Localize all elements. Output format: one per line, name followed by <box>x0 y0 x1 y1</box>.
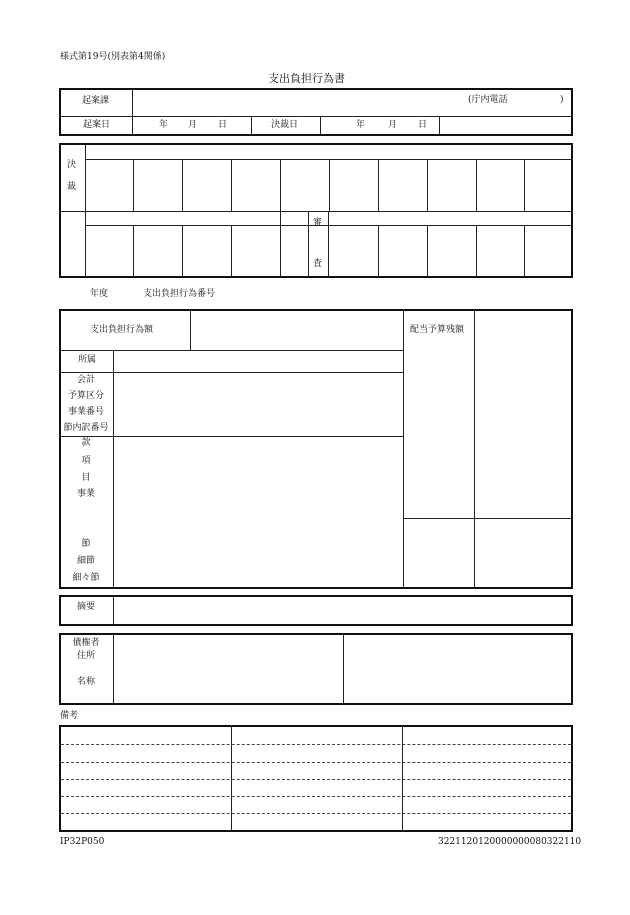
jigyou-label: 事業 <box>76 489 95 499</box>
remarks-table <box>59 725 573 832</box>
draft-date-label: 起案日 <box>83 120 111 130</box>
summary-label: 摘要 <box>77 602 96 612</box>
budget-division-label: 予算区分 <box>67 391 104 401</box>
review-char-1: 審 <box>313 218 323 228</box>
saisaisetsu-label: 細々節 <box>72 573 100 583</box>
creditor-label: 債権者 <box>72 638 100 648</box>
dept-label: 起案課 <box>82 96 110 106</box>
fiscal-year-label: 年度 <box>90 289 109 299</box>
draft-month: 月 <box>188 120 198 130</box>
main-table <box>59 309 573 589</box>
saisetsu-label: 細節 <box>76 556 95 566</box>
creditor-box <box>59 633 573 705</box>
form-number: 様式第19号(別表第4関係) <box>60 52 166 62</box>
address-label: 住所 <box>76 651 95 661</box>
draft-day: 日 <box>218 120 228 130</box>
remarks-label: 備考 <box>60 711 79 721</box>
decision-year: 年 <box>356 120 366 130</box>
affiliation-label: 所属 <box>78 355 97 365</box>
project-number-label: 事業番号 <box>67 407 104 417</box>
account-label: 会計 <box>76 375 95 385</box>
decision-month: 月 <box>388 120 398 130</box>
phone-close: ) <box>560 95 564 105</box>
name-label: 名称 <box>76 677 95 687</box>
amount-label: 支出負担行為額 <box>90 325 154 335</box>
decision-char-2: 裁 <box>67 182 77 192</box>
commitment-number-label: 支出負担行為番号 <box>143 289 216 299</box>
draft-year: 年 <box>159 120 169 130</box>
decision-char-1: 決 <box>67 160 77 170</box>
serial-number: 3221120120000000080322110 <box>438 837 582 847</box>
form-code: IP32P050 <box>60 837 105 847</box>
kou-label: 項 <box>81 456 91 466</box>
kan-label: 款 <box>81 438 91 448</box>
review-char-2: 査 <box>313 259 323 269</box>
decision-date-label: 決裁日 <box>271 120 299 130</box>
summary-box <box>59 595 573 626</box>
approval-grid <box>59 143 573 278</box>
phone-label: (庁内電話 <box>468 95 508 105</box>
section-breakdown-label: 節内訳番号 <box>63 423 109 433</box>
setsu-label: 節 <box>81 539 91 549</box>
document-title: 支出負担行為書 <box>268 72 345 85</box>
decision-day: 日 <box>418 120 428 130</box>
moku-label: 目 <box>81 473 91 483</box>
budget-balance-label: 配当予算残額 <box>410 325 465 335</box>
